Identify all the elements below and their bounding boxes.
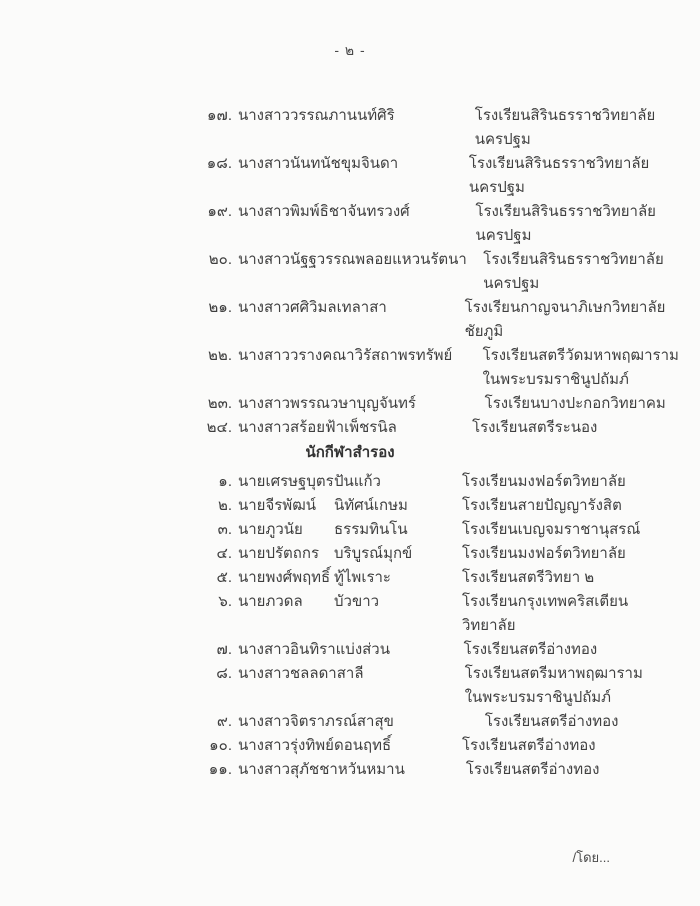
athlete-surname: บริบูรณ์มุกข์ — [334, 545, 413, 562]
row-number: ๑๑. — [208, 761, 232, 778]
school-name — [462, 518, 700, 542]
school-name-line1: โรงเรียนสตรีวิทยา ๒ — [462, 569, 595, 586]
row-number: ๑๐. — [209, 737, 232, 754]
school-name-line2: นครปฐม — [468, 179, 525, 196]
athlete-surname: นิทัศน์เกษม — [334, 497, 408, 514]
athlete-surname: ธรรมทินโน — [334, 521, 408, 538]
athlete-first-name: นายจีรพัฒน์ — [238, 497, 317, 514]
row-number: ๖. — [218, 593, 232, 610]
school-name-line2: นครปฐม — [475, 227, 532, 244]
table-row — [0, 542, 700, 566]
row-number: ๒๑. — [208, 299, 232, 316]
athlete-first-name: นายเศรษฐบุตร — [238, 473, 334, 490]
row-number: ๒๔. — [206, 419, 232, 436]
school-name-line2: ในพระบรมราชินูปถัมภ์ — [464, 689, 612, 706]
school-name-line2: นครปฐม — [483, 275, 540, 292]
school-name-line1: โรงเรียนสตรีอ่างทอง — [465, 761, 600, 778]
school-name-line1: โรงเรียนสิรินธรราชวิทยาลัย — [468, 155, 650, 172]
school-name — [462, 590, 700, 638]
row-number: ๑๗. — [207, 107, 232, 124]
athlete-surname: เทลาสา — [336, 299, 387, 316]
school-name-line1: โรงเรียนสิรินธรราชวิทยาลัย — [483, 251, 664, 268]
school-name-line2: ชัยภูมิ — [464, 323, 504, 340]
school-name-line1: โรงเรียนเบญจมราชานุสรณ์ — [462, 521, 641, 538]
row-number: ๕. — [216, 569, 232, 586]
school-name — [465, 296, 700, 344]
athlete-first-name: นางสาวสร้อยฟ้า — [238, 419, 345, 436]
school-name — [464, 638, 700, 662]
school-name — [483, 248, 700, 296]
athlete-surname: บุญจันทร์ — [356, 395, 416, 412]
athlete-first-name: นางสาววรรณภา — [238, 107, 347, 124]
row-number: ๑๙. — [207, 203, 232, 220]
row-number: ๒. — [217, 497, 232, 514]
school-name — [462, 494, 700, 518]
school-name — [472, 416, 700, 440]
school-name — [475, 104, 700, 152]
athlete-surname: ขุมจินดา — [340, 155, 399, 172]
athlete-first-name: นางสาวอินทิรา — [238, 641, 336, 658]
athlete-first-name: นางสาวนัฐฐวรรณ — [238, 251, 356, 268]
table-row — [0, 494, 700, 518]
page-number: - ๒ - — [334, 42, 366, 58]
row-number: ๘. — [216, 665, 232, 682]
school-name-line1: โรงเรียนสายปัญญารังสิต — [462, 497, 622, 514]
row-number: ๓. — [217, 521, 232, 538]
athlete-surname: พลอยแหวนรัตนา — [355, 251, 467, 268]
school-name-line1: โรงเรียนมงฟอร์ตวิทยาลัย — [462, 545, 626, 562]
table-row — [0, 758, 700, 782]
athlete-first-name: นางสาวศศิวิมล — [238, 299, 337, 316]
school-name — [462, 470, 700, 494]
athlete-surname: สาสุข — [356, 713, 394, 730]
row-number: ๑. — [218, 473, 232, 490]
school-name-line1: โรงเรียนสตรีอ่างทอง — [484, 713, 619, 730]
school-name — [466, 758, 700, 782]
school-name-line2: นครปฐม — [474, 131, 531, 148]
table-row — [0, 662, 700, 710]
athlete-surname: ปันแก้ว — [334, 473, 381, 490]
school-name — [483, 344, 700, 392]
document-content — [0, 104, 700, 782]
athlete-first-name: นางสาวรุ่งทิพย์ — [238, 737, 334, 754]
table-row — [0, 344, 700, 392]
athlete-first-name: นางสาวสุภัชชา — [238, 761, 338, 778]
athlete-first-name: นายภูวนัย — [238, 521, 303, 538]
athlete-first-name: นางสาววรางคณา — [238, 347, 355, 364]
athlete-first-name: นางสาวชลลดา — [238, 665, 337, 682]
row-number: ๒๓. — [207, 395, 232, 412]
school-name-line1: โรงเรียนสิรินธรราชวิทยาลัย — [475, 203, 656, 220]
athlete-surname: แบ่งส่วน — [335, 641, 390, 658]
table-row — [0, 590, 700, 638]
school-name-line1: โรงเรียนมงฟอร์ตวิทยาลัย — [462, 473, 626, 490]
athlete-first-name: นางสาวพรรณวษา — [238, 395, 357, 412]
school-name-line2: วิทยาลัย — [462, 617, 516, 634]
row-number: ๗. — [216, 641, 232, 658]
continuation-marker: /โดย... — [572, 850, 610, 865]
table-row — [0, 296, 700, 344]
table-row — [0, 200, 700, 248]
athlete-surname: เพ็ชรนิล — [344, 419, 397, 436]
table-row — [0, 248, 700, 296]
row-number: ๒๐. — [208, 251, 232, 268]
school-name — [485, 710, 700, 734]
school-name — [475, 200, 700, 248]
school-name-line1: โรงเรียนสตรีอ่างทอง — [463, 641, 598, 658]
school-name-line1: โรงเรียนกรุงเทพคริสเตียน — [462, 593, 629, 610]
table-row — [0, 470, 700, 494]
row-number: ๑๘. — [206, 155, 232, 172]
school-name-line1: โรงเรียนบางปะกอกวิทยาคม — [484, 395, 666, 412]
table-row — [0, 104, 700, 152]
table-row — [0, 518, 700, 542]
table-row — [0, 392, 700, 416]
athlete-first-name: นางสาวนันทนัช — [238, 155, 341, 172]
table-row — [0, 152, 700, 200]
athlete-first-name: นายพงศ์พฤทธิ์ — [238, 569, 331, 586]
school-name — [485, 392, 700, 416]
section-heading: นักกีฬาสำรอง — [305, 444, 395, 461]
athlete-first-name: นายภวดล — [238, 593, 303, 610]
school-name-line1: โรงเรียนสตรีมหาพฤฒาราม — [464, 665, 643, 682]
school-name-line1: โรงเรียนสตรีวัดมหาพฤฒาราม — [482, 347, 679, 364]
school-name-line1: โรงเรียนกาญจนาภิเษกวิทยาลัย — [464, 299, 666, 316]
athlete-list-main — [0, 104, 700, 440]
table-row — [0, 710, 700, 734]
athlete-list-reserve — [0, 470, 700, 782]
athlete-first-name: นางสาวพิมพ์ธิชา — [238, 203, 348, 220]
athlete-surname: สาลี — [336, 665, 364, 682]
school-name-line2: ในพระบรมราชินูปถัมภ์ — [482, 371, 629, 388]
athlete-surname: บัวขาว — [334, 593, 380, 610]
school-name-line1: โรงเรียนสิรินธรราชวิทยาลัย — [474, 107, 656, 124]
table-row — [0, 416, 700, 440]
table-row — [0, 734, 700, 758]
school-name — [465, 662, 700, 710]
school-name — [462, 734, 700, 758]
table-row — [0, 638, 700, 662]
athlete-surname: วิรัสถาพรทรัพย์ — [354, 347, 453, 364]
athlete-first-name: นายปรัตถกร — [238, 545, 320, 562]
school-name-line1: โรงเรียนสตรีระนอง — [472, 419, 598, 436]
athlete-surname: จันทรวงศ์ — [347, 203, 410, 220]
athlete-first-name: นางสาวจิตราภรณ์ — [238, 713, 357, 730]
table-row — [0, 566, 700, 590]
school-name — [462, 566, 700, 590]
row-number: ๔. — [216, 545, 232, 562]
school-name — [469, 152, 700, 200]
school-name — [462, 542, 700, 566]
row-number: ๒๒. — [208, 347, 232, 364]
athlete-surname: หวันหมาน — [337, 761, 405, 778]
school-name-line1: โรงเรียนสตรีอ่างทอง — [462, 737, 596, 754]
athlete-surname: นนท์ศิริ — [346, 107, 395, 124]
row-number: ๙. — [216, 713, 232, 730]
athlete-surname: ทู้ไพเราะ — [334, 569, 391, 586]
athlete-surname: ดอนฤทธิ์ — [334, 737, 392, 754]
